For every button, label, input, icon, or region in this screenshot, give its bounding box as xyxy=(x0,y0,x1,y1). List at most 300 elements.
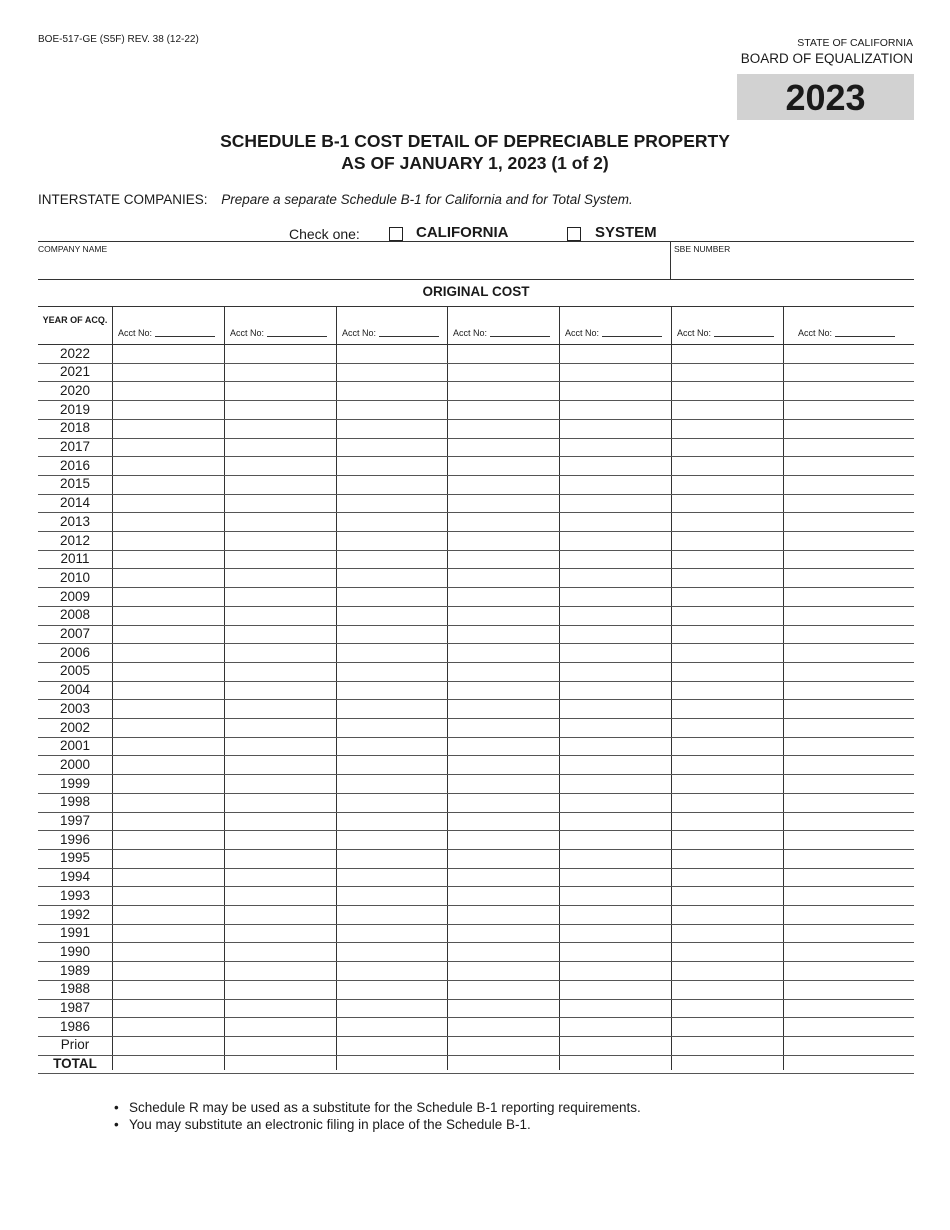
cost-cell[interactable] xyxy=(337,755,447,774)
cost-cell[interactable] xyxy=(225,363,336,382)
cost-cell[interactable] xyxy=(337,849,447,868)
cost-cell[interactable] xyxy=(672,400,783,419)
cost-cell[interactable] xyxy=(113,961,224,980)
cost-cell[interactable] xyxy=(113,849,224,868)
cost-cell[interactable] xyxy=(113,662,224,681)
cost-cell[interactable] xyxy=(784,942,914,961)
cost-cell[interactable] xyxy=(113,905,224,924)
cost-cell[interactable] xyxy=(672,812,783,831)
cost-cell[interactable] xyxy=(784,812,914,831)
cost-cell[interactable] xyxy=(225,550,336,569)
cost-cell[interactable] xyxy=(337,868,447,887)
cost-cell[interactable] xyxy=(113,718,224,737)
cost-cell[interactable] xyxy=(337,438,447,457)
acct-no-input[interactable] xyxy=(602,328,662,337)
total-cell[interactable] xyxy=(337,1055,447,1074)
cost-cell[interactable] xyxy=(337,961,447,980)
cost-cell[interactable] xyxy=(784,868,914,887)
cost-cell[interactable] xyxy=(225,344,336,363)
cost-cell[interactable] xyxy=(560,625,671,644)
footnote-1-text: Schedule R may be used as a substitute for the Schedule B-1 reporting requirements. xyxy=(129,1100,641,1115)
cost-cell[interactable] xyxy=(560,568,671,587)
acct-no-input[interactable] xyxy=(490,328,550,337)
cost-cell[interactable] xyxy=(672,419,783,438)
cost-cell[interactable] xyxy=(448,868,559,887)
cost-cell[interactable] xyxy=(113,755,224,774)
cost-cell[interactable] xyxy=(448,793,559,812)
cost-cell[interactable] xyxy=(225,999,336,1018)
cost-cell[interactable] xyxy=(672,905,783,924)
cost-cell[interactable] xyxy=(337,830,447,849)
cost-cell[interactable] xyxy=(784,625,914,644)
cost-cell[interactable] xyxy=(560,961,671,980)
cost-cell[interactable] xyxy=(448,381,559,400)
cost-cell[interactable] xyxy=(672,625,783,644)
cost-cell[interactable] xyxy=(784,793,914,812)
cost-cell[interactable] xyxy=(784,400,914,419)
cost-cell[interactable] xyxy=(113,531,224,550)
cost-cell[interactable] xyxy=(672,681,783,700)
cost-cell[interactable] xyxy=(225,531,336,550)
cost-cell[interactable] xyxy=(337,699,447,718)
cost-cell[interactable] xyxy=(784,774,914,793)
cost-cell[interactable] xyxy=(225,849,336,868)
cost-cell[interactable] xyxy=(448,363,559,382)
cost-cell[interactable] xyxy=(337,531,447,550)
cost-cell[interactable] xyxy=(225,699,336,718)
cost-cell[interactable] xyxy=(337,793,447,812)
cost-cell[interactable] xyxy=(672,363,783,382)
cost-cell[interactable] xyxy=(784,699,914,718)
cost-cell[interactable] xyxy=(337,587,447,606)
cost-cell[interactable] xyxy=(560,475,671,494)
year-label: 2011 xyxy=(60,551,90,567)
cost-cell[interactable] xyxy=(113,1036,224,1055)
sbe-number-field[interactable] xyxy=(674,256,912,278)
cost-cell[interactable] xyxy=(225,961,336,980)
cost-cell[interactable] xyxy=(672,568,783,587)
cost-cell[interactable] xyxy=(560,942,671,961)
cost-cell[interactable] xyxy=(672,606,783,625)
cost-cell[interactable] xyxy=(560,643,671,662)
cost-cell[interactable] xyxy=(672,830,783,849)
cost-cell[interactable] xyxy=(448,587,559,606)
total-cell[interactable] xyxy=(560,1055,671,1074)
cost-cell[interactable] xyxy=(113,886,224,905)
cost-cell[interactable] xyxy=(113,625,224,644)
cost-cell[interactable] xyxy=(672,643,783,662)
cost-cell[interactable] xyxy=(784,438,914,457)
cost-cell[interactable] xyxy=(672,942,783,961)
cost-cell[interactable] xyxy=(448,681,559,700)
cost-cell[interactable] xyxy=(784,550,914,569)
cost-cell[interactable] xyxy=(560,606,671,625)
cost-cell[interactable] xyxy=(560,438,671,457)
cost-cell[interactable] xyxy=(113,793,224,812)
cost-cell[interactable] xyxy=(672,980,783,999)
cost-cell[interactable] xyxy=(672,494,783,513)
cost-cell[interactable] xyxy=(225,774,336,793)
cost-cell[interactable] xyxy=(784,849,914,868)
cost-cell[interactable] xyxy=(113,512,224,531)
cost-cell[interactable] xyxy=(337,999,447,1018)
cost-cell[interactable] xyxy=(113,550,224,569)
cost-cell[interactable] xyxy=(784,980,914,999)
cost-cell[interactable] xyxy=(448,886,559,905)
cost-cell[interactable] xyxy=(448,419,559,438)
acct-no-input[interactable] xyxy=(155,328,215,337)
cost-cell[interactable] xyxy=(225,587,336,606)
cost-cell[interactable] xyxy=(337,774,447,793)
cost-cell[interactable] xyxy=(225,456,336,475)
cost-cell[interactable] xyxy=(672,849,783,868)
cost-cell[interactable] xyxy=(784,419,914,438)
cost-cell[interactable] xyxy=(784,905,914,924)
cost-cell[interactable] xyxy=(113,774,224,793)
cost-cell[interactable] xyxy=(560,512,671,531)
cost-cell[interactable] xyxy=(560,886,671,905)
cost-cell[interactable] xyxy=(448,531,559,550)
cost-cell[interactable] xyxy=(225,830,336,849)
cost-cell[interactable] xyxy=(113,438,224,457)
cost-cell[interactable] xyxy=(225,755,336,774)
acct-no-input[interactable] xyxy=(267,328,327,337)
cost-cell[interactable] xyxy=(337,381,447,400)
cost-cell[interactable] xyxy=(560,830,671,849)
cost-cell[interactable] xyxy=(337,400,447,419)
cost-cell[interactable] xyxy=(113,924,224,943)
cost-cell[interactable] xyxy=(560,755,671,774)
cost-cell[interactable] xyxy=(113,381,224,400)
cost-cell[interactable] xyxy=(560,550,671,569)
cost-cell[interactable] xyxy=(448,905,559,924)
cost-cell[interactable] xyxy=(560,868,671,887)
cost-cell[interactable] xyxy=(784,475,914,494)
cost-cell[interactable] xyxy=(672,475,783,494)
cost-cell[interactable] xyxy=(672,961,783,980)
cost-cell[interactable] xyxy=(337,550,447,569)
acct-no-input[interactable] xyxy=(379,328,439,337)
cost-cell[interactable] xyxy=(225,400,336,419)
cost-cell[interactable] xyxy=(448,980,559,999)
cost-cell[interactable] xyxy=(448,737,559,756)
cost-cell[interactable] xyxy=(784,606,914,625)
cost-cell[interactable] xyxy=(337,980,447,999)
cost-cell[interactable] xyxy=(560,924,671,943)
cost-cell[interactable] xyxy=(337,737,447,756)
cost-cell[interactable] xyxy=(784,886,914,905)
cost-cell[interactable] xyxy=(337,606,447,625)
cost-cell[interactable] xyxy=(448,512,559,531)
cost-cell[interactable] xyxy=(225,625,336,644)
cost-cell[interactable] xyxy=(113,344,224,363)
cost-cell[interactable] xyxy=(672,924,783,943)
cost-cell[interactable] xyxy=(784,999,914,1018)
cost-cell[interactable] xyxy=(560,774,671,793)
cost-cell[interactable] xyxy=(337,681,447,700)
cost-cell[interactable] xyxy=(225,793,336,812)
cost-cell[interactable] xyxy=(225,1017,336,1036)
cost-cell[interactable] xyxy=(784,363,914,382)
acct-no-input[interactable] xyxy=(835,328,895,337)
cost-cell[interactable] xyxy=(225,924,336,943)
cost-cell[interactable] xyxy=(672,381,783,400)
cost-cell[interactable] xyxy=(337,662,447,681)
cost-cell[interactable] xyxy=(337,363,447,382)
cost-cell[interactable] xyxy=(448,942,559,961)
cost-cell[interactable] xyxy=(337,924,447,943)
cost-cell[interactable] xyxy=(337,512,447,531)
cost-cell[interactable] xyxy=(784,643,914,662)
cost-cell[interactable] xyxy=(560,793,671,812)
cost-cell[interactable] xyxy=(560,531,671,550)
cost-cell[interactable] xyxy=(225,419,336,438)
cost-cell[interactable] xyxy=(337,942,447,961)
cost-cell[interactable] xyxy=(113,942,224,961)
cost-cell[interactable] xyxy=(337,905,447,924)
cost-cell[interactable] xyxy=(225,568,336,587)
cost-cell[interactable] xyxy=(784,662,914,681)
cost-cell[interactable] xyxy=(672,531,783,550)
cost-cell[interactable] xyxy=(448,400,559,419)
cost-cell[interactable] xyxy=(113,1017,224,1036)
cost-cell[interactable] xyxy=(337,643,447,662)
cost-cell[interactable] xyxy=(113,643,224,662)
cost-cell[interactable] xyxy=(672,886,783,905)
acct-no-input[interactable] xyxy=(714,328,774,337)
cost-cell[interactable] xyxy=(448,606,559,625)
cost-cell[interactable] xyxy=(225,662,336,681)
cost-cell[interactable] xyxy=(672,755,783,774)
cost-cell[interactable] xyxy=(560,999,671,1018)
year-label: 1999 xyxy=(59,775,91,791)
cost-cell[interactable] xyxy=(225,381,336,400)
cost-cell[interactable] xyxy=(225,606,336,625)
cost-cell[interactable] xyxy=(560,849,671,868)
year-label: 2008 xyxy=(59,607,91,623)
year-label: 2002 xyxy=(59,719,91,735)
cost-cell[interactable] xyxy=(784,755,914,774)
cost-cell[interactable] xyxy=(113,400,224,419)
cost-cell[interactable] xyxy=(784,830,914,849)
cost-cell[interactable] xyxy=(337,344,447,363)
cost-cell[interactable] xyxy=(448,755,559,774)
tax-year-box: 2023 xyxy=(737,74,914,120)
cost-cell[interactable] xyxy=(337,494,447,513)
title-line-1: SCHEDULE B-1 COST DETAIL OF DEPRECIABLE PROPERTY xyxy=(220,131,730,151)
cost-cell[interactable] xyxy=(448,999,559,1018)
cost-cell[interactable] xyxy=(225,737,336,756)
cost-cell[interactable] xyxy=(448,699,559,718)
cost-cell[interactable] xyxy=(448,438,559,457)
cost-cell[interactable] xyxy=(560,587,671,606)
footnote-2-text: You may substitute an electronic filing in place of the Schedule B-1. xyxy=(129,1117,531,1132)
cost-cell[interactable] xyxy=(337,1017,447,1036)
cost-cell[interactable] xyxy=(225,718,336,737)
cost-cell[interactable] xyxy=(672,587,783,606)
cost-cell[interactable] xyxy=(113,587,224,606)
cost-cell[interactable] xyxy=(784,924,914,943)
cost-cell[interactable] xyxy=(225,942,336,961)
cost-cell[interactable] xyxy=(448,1017,559,1036)
cost-cell[interactable] xyxy=(672,868,783,887)
total-cell[interactable] xyxy=(672,1055,783,1074)
total-cell[interactable] xyxy=(225,1055,336,1074)
cost-cell[interactable] xyxy=(784,737,914,756)
cost-cell[interactable] xyxy=(672,438,783,457)
cost-cell[interactable] xyxy=(113,494,224,513)
cost-cell[interactable] xyxy=(560,1017,671,1036)
cost-cell[interactable] xyxy=(448,550,559,569)
total-cell[interactable] xyxy=(448,1055,559,1074)
cost-cell[interactable] xyxy=(448,475,559,494)
cost-cell[interactable] xyxy=(672,793,783,812)
cost-cell[interactable] xyxy=(560,980,671,999)
cost-cell[interactable] xyxy=(448,344,559,363)
cost-cell[interactable] xyxy=(113,868,224,887)
cost-cell[interactable] xyxy=(448,568,559,587)
cost-cell[interactable] xyxy=(672,999,783,1018)
cost-cell[interactable] xyxy=(784,494,914,513)
total-cell[interactable] xyxy=(113,1055,224,1074)
cost-cell[interactable] xyxy=(113,699,224,718)
cost-cell[interactable] xyxy=(560,344,671,363)
cost-cell[interactable] xyxy=(225,643,336,662)
cost-cell[interactable] xyxy=(784,456,914,475)
cost-cell[interactable] xyxy=(672,774,783,793)
cost-cell[interactable] xyxy=(560,400,671,419)
cost-cell[interactable] xyxy=(784,512,914,531)
cost-cell[interactable] xyxy=(448,774,559,793)
cost-cell[interactable] xyxy=(672,344,783,363)
cost-cell[interactable] xyxy=(113,737,224,756)
cost-cell[interactable] xyxy=(672,718,783,737)
cost-cell[interactable] xyxy=(560,381,671,400)
cost-cell[interactable] xyxy=(784,344,914,363)
cost-cell[interactable] xyxy=(448,924,559,943)
cost-cell[interactable] xyxy=(225,494,336,513)
cost-cell[interactable] xyxy=(672,550,783,569)
california-checkbox[interactable] xyxy=(389,227,403,241)
cost-cell[interactable] xyxy=(448,625,559,644)
cost-cell[interactable] xyxy=(448,718,559,737)
system-checkbox[interactable] xyxy=(567,227,581,241)
cost-cell[interactable] xyxy=(560,699,671,718)
cost-cell[interactable] xyxy=(672,456,783,475)
cost-cell[interactable] xyxy=(113,830,224,849)
cost-cell[interactable] xyxy=(672,1036,783,1055)
cost-cell[interactable] xyxy=(784,961,914,980)
year-label: 1995 xyxy=(59,850,91,866)
cost-cell[interactable] xyxy=(113,812,224,831)
cost-cell[interactable] xyxy=(448,643,559,662)
cost-cell[interactable] xyxy=(225,886,336,905)
cost-cell[interactable] xyxy=(784,568,914,587)
company-name-field[interactable] xyxy=(38,256,668,278)
cost-cell[interactable] xyxy=(225,1036,336,1055)
cost-cell[interactable] xyxy=(337,568,447,587)
cost-cell[interactable] xyxy=(448,494,559,513)
year-label: 1993 xyxy=(59,887,91,903)
cost-cell[interactable] xyxy=(225,512,336,531)
cost-cell[interactable] xyxy=(225,681,336,700)
interstate-instructions xyxy=(38,192,633,207)
cost-cell[interactable] xyxy=(337,1036,447,1055)
cost-cell[interactable] xyxy=(113,681,224,700)
row-rule xyxy=(38,1073,914,1074)
cost-cell[interactable] xyxy=(113,980,224,999)
cost-cell[interactable] xyxy=(784,531,914,550)
cost-cell[interactable] xyxy=(672,512,783,531)
cost-cell[interactable] xyxy=(560,419,671,438)
year-label: 2020 xyxy=(59,382,91,398)
cost-cell[interactable] xyxy=(560,456,671,475)
cost-cell[interactable] xyxy=(560,681,671,700)
cost-cell[interactable] xyxy=(560,662,671,681)
year-label: 2009 xyxy=(59,588,91,604)
interstate-label: INTERSTATE COMPANIES: xyxy=(38,192,208,207)
cost-cell[interactable] xyxy=(113,568,224,587)
cost-cell[interactable] xyxy=(784,1036,914,1055)
cost-cell[interactable] xyxy=(337,475,447,494)
cost-cell[interactable] xyxy=(337,886,447,905)
cost-cell[interactable] xyxy=(448,1036,559,1055)
cost-cell[interactable] xyxy=(560,494,671,513)
cost-cell[interactable] xyxy=(225,812,336,831)
cost-cell[interactable] xyxy=(560,363,671,382)
cost-cell[interactable] xyxy=(337,718,447,737)
cost-cell[interactable] xyxy=(448,456,559,475)
cost-cell[interactable] xyxy=(672,662,783,681)
cost-cell[interactable] xyxy=(784,587,914,606)
year-label: 1992 xyxy=(59,906,91,922)
cost-cell[interactable] xyxy=(113,606,224,625)
cost-cell[interactable] xyxy=(225,980,336,999)
cost-cell[interactable] xyxy=(113,363,224,382)
cost-cell[interactable] xyxy=(337,419,447,438)
cost-cell[interactable] xyxy=(560,718,671,737)
cost-cell[interactable] xyxy=(560,737,671,756)
cost-cell[interactable] xyxy=(337,812,447,831)
cost-cell[interactable] xyxy=(225,868,336,887)
cost-cell[interactable] xyxy=(225,438,336,457)
cost-cell[interactable] xyxy=(113,475,224,494)
cost-cell[interactable] xyxy=(448,812,559,831)
cost-cell[interactable] xyxy=(784,681,914,700)
cost-cell[interactable] xyxy=(672,699,783,718)
cost-cell[interactable] xyxy=(337,456,447,475)
cost-cell[interactable] xyxy=(784,718,914,737)
cost-cell[interactable] xyxy=(448,961,559,980)
cost-cell[interactable] xyxy=(560,905,671,924)
cost-cell[interactable] xyxy=(448,849,559,868)
cost-cell[interactable] xyxy=(448,662,559,681)
cost-cell[interactable] xyxy=(337,625,447,644)
cost-cell[interactable] xyxy=(560,1036,671,1055)
cost-cell[interactable] xyxy=(784,1017,914,1036)
cost-cell[interactable] xyxy=(113,419,224,438)
cost-cell[interactable] xyxy=(113,456,224,475)
cost-cell[interactable] xyxy=(225,905,336,924)
cost-cell[interactable] xyxy=(113,999,224,1018)
cost-cell[interactable] xyxy=(784,381,914,400)
cost-cell[interactable] xyxy=(225,475,336,494)
total-cell[interactable] xyxy=(784,1055,914,1074)
cost-cell[interactable] xyxy=(672,1017,783,1036)
cost-cell[interactable] xyxy=(560,812,671,831)
cost-cell[interactable] xyxy=(448,830,559,849)
cost-cell[interactable] xyxy=(672,737,783,756)
